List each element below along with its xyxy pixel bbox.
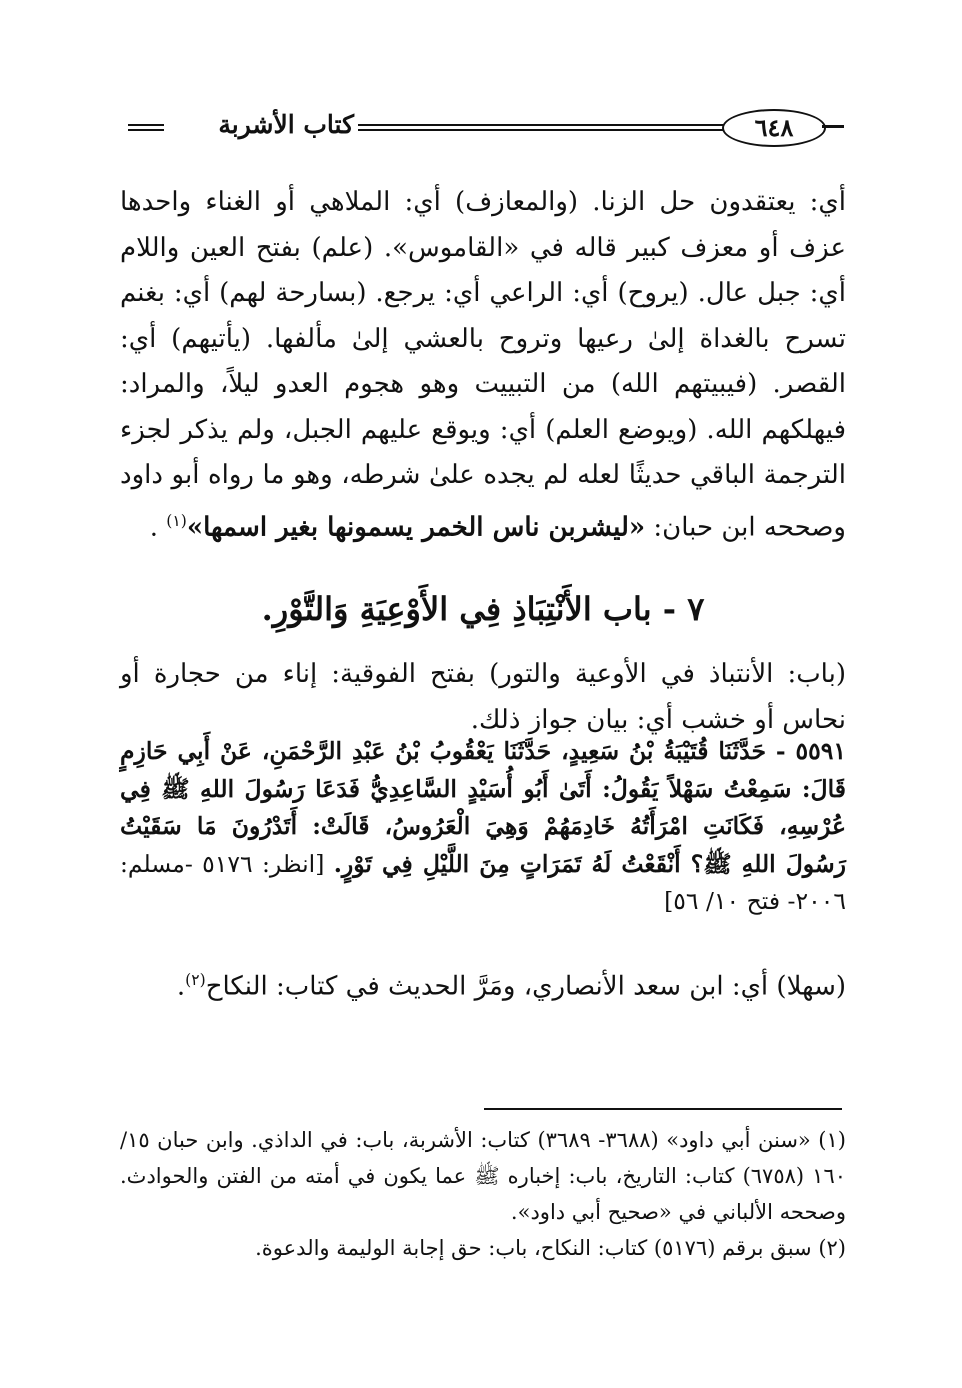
footnote-marker-1: (١) (166, 511, 187, 530)
hadith-text-block (120, 733, 846, 921)
page-number: ٦٤٨ (722, 109, 826, 147)
header-rule-middle (358, 124, 724, 131)
footnote-marker-2: (٢) (185, 971, 206, 989)
hadith-reference: [انظر: ٥١٧٦ -مسلم: ٢٠٠٦- فتح ١٠/ ٥٦] (120, 849, 846, 915)
quoted-hadith: «ليشربن ناس الخمر يسمونها بغير اسمها» (186, 512, 646, 543)
paragraph-3-text: (سهلا) أي: ابن سعد الأنصاري، ومَرَّ الحديث في كتاب: النكاح (205, 971, 846, 1002)
hadith-text: ٥٥٩١ - حَدَّثَنَا قُتَيْبَةُ بْنُ سَعِيدٍ، حَدَّثَنَا يَعْقُوبُ بْنُ عَبْدِ الرَّحْمَنِ، عَنْ أَبِي حَازِمٍ قَالَ: سَمِعْتُ سَهْلاً يَقُولُ: أَتَىٰ أَبُو أُسَيْدٍ السَّاعِدِيُّ فَدَعَا رَسُولَ اللهِ ﷺ فِي عُرْسِهِ، فَكَانَتِ امْرَأَتُهُ خَادِمَهُمْ وَهِيَ الْعَرُوسُ، قَالَتْ: أَتَدْرُونَ مَا سَقَيْتُ رَسُولَ اللهِ ﷺ؟ أَنْقَعْتُ لَهُ تَمَرَاتٍ مِنَ اللَّيْلِ فِي تَوْرٍ. (120, 737, 846, 878)
footnote-separator (484, 1108, 842, 1110)
chapter-heading: ٧ - باب الأَنْتِبَاذِ فِي الأَوْعِيَةِ وَالتَّوْرِ. (261, 590, 705, 628)
book-title: كتاب الأشربة (218, 110, 354, 139)
footnote-1: (١) «سنن أبي داود» (٣٦٨٨- ٣٦٨٩) كتاب: الأشربة، باب: في الداذي. وابن حبان ١٥/ ١٦٠ (٦٧٥٨) كتاب: التاريخ، باب: إخباره ﷺ عما يكون في أمته من الفتن والحوادث. وصححه الألباني في «صحيح أبي داود». (120, 1128, 847, 1224)
header-rule-right (822, 125, 844, 128)
footnote-2: (٢) سبق برقم (٥١٧٦) كتاب: النكاح، باب: حق إجابة الوليمة والدعوة. (255, 1236, 846, 1260)
header-rule-left (128, 124, 164, 131)
footnotes (120, 1122, 846, 1266)
paragraph-1-end: . (149, 512, 167, 543)
commentary-paragraph-1 (120, 180, 846, 551)
paragraph-1-text: أي: يعتقدون حل الزنا. (والمعازف) أي: الملاهي أو الغناء واحدها عزف أو معزف كبير قاله في «القاموس». (علم) بفتح العين واللام أي: جبل عال. (يروح) أي: الراعي أي: يرجع. (بسارحة لهم) أي: بغنم تسرح بالغداة إلىٰ رعيها وتروح بالعشي إلىٰ مألفها. (يأتيهم) أي: القصر. (فيبيتهم الله) من التبييت وهو هجوم العدو ليلاً، والمراد: فيهلكهم الله. (ويوضع العلم) أي: ويوقع عليهم الجبل، ولم يذكر لجزء الترجمة الباقي حديثًا لعله لم يجده علىٰ شرطه، وهو ما رواه أبو داود وصححه ابن حبان: (120, 187, 846, 543)
commentary-paragraph-2: (باب: الأنتباذ في الأوعية والتور) بفتح الفوقية: إناء من حجارة أو نحاس أو خشب أي: بيان جواز ذلك. (120, 659, 846, 735)
paragraph-3-end: . (176, 971, 186, 1002)
page-header (128, 108, 844, 148)
commentary-paragraph-3 (120, 958, 846, 1010)
